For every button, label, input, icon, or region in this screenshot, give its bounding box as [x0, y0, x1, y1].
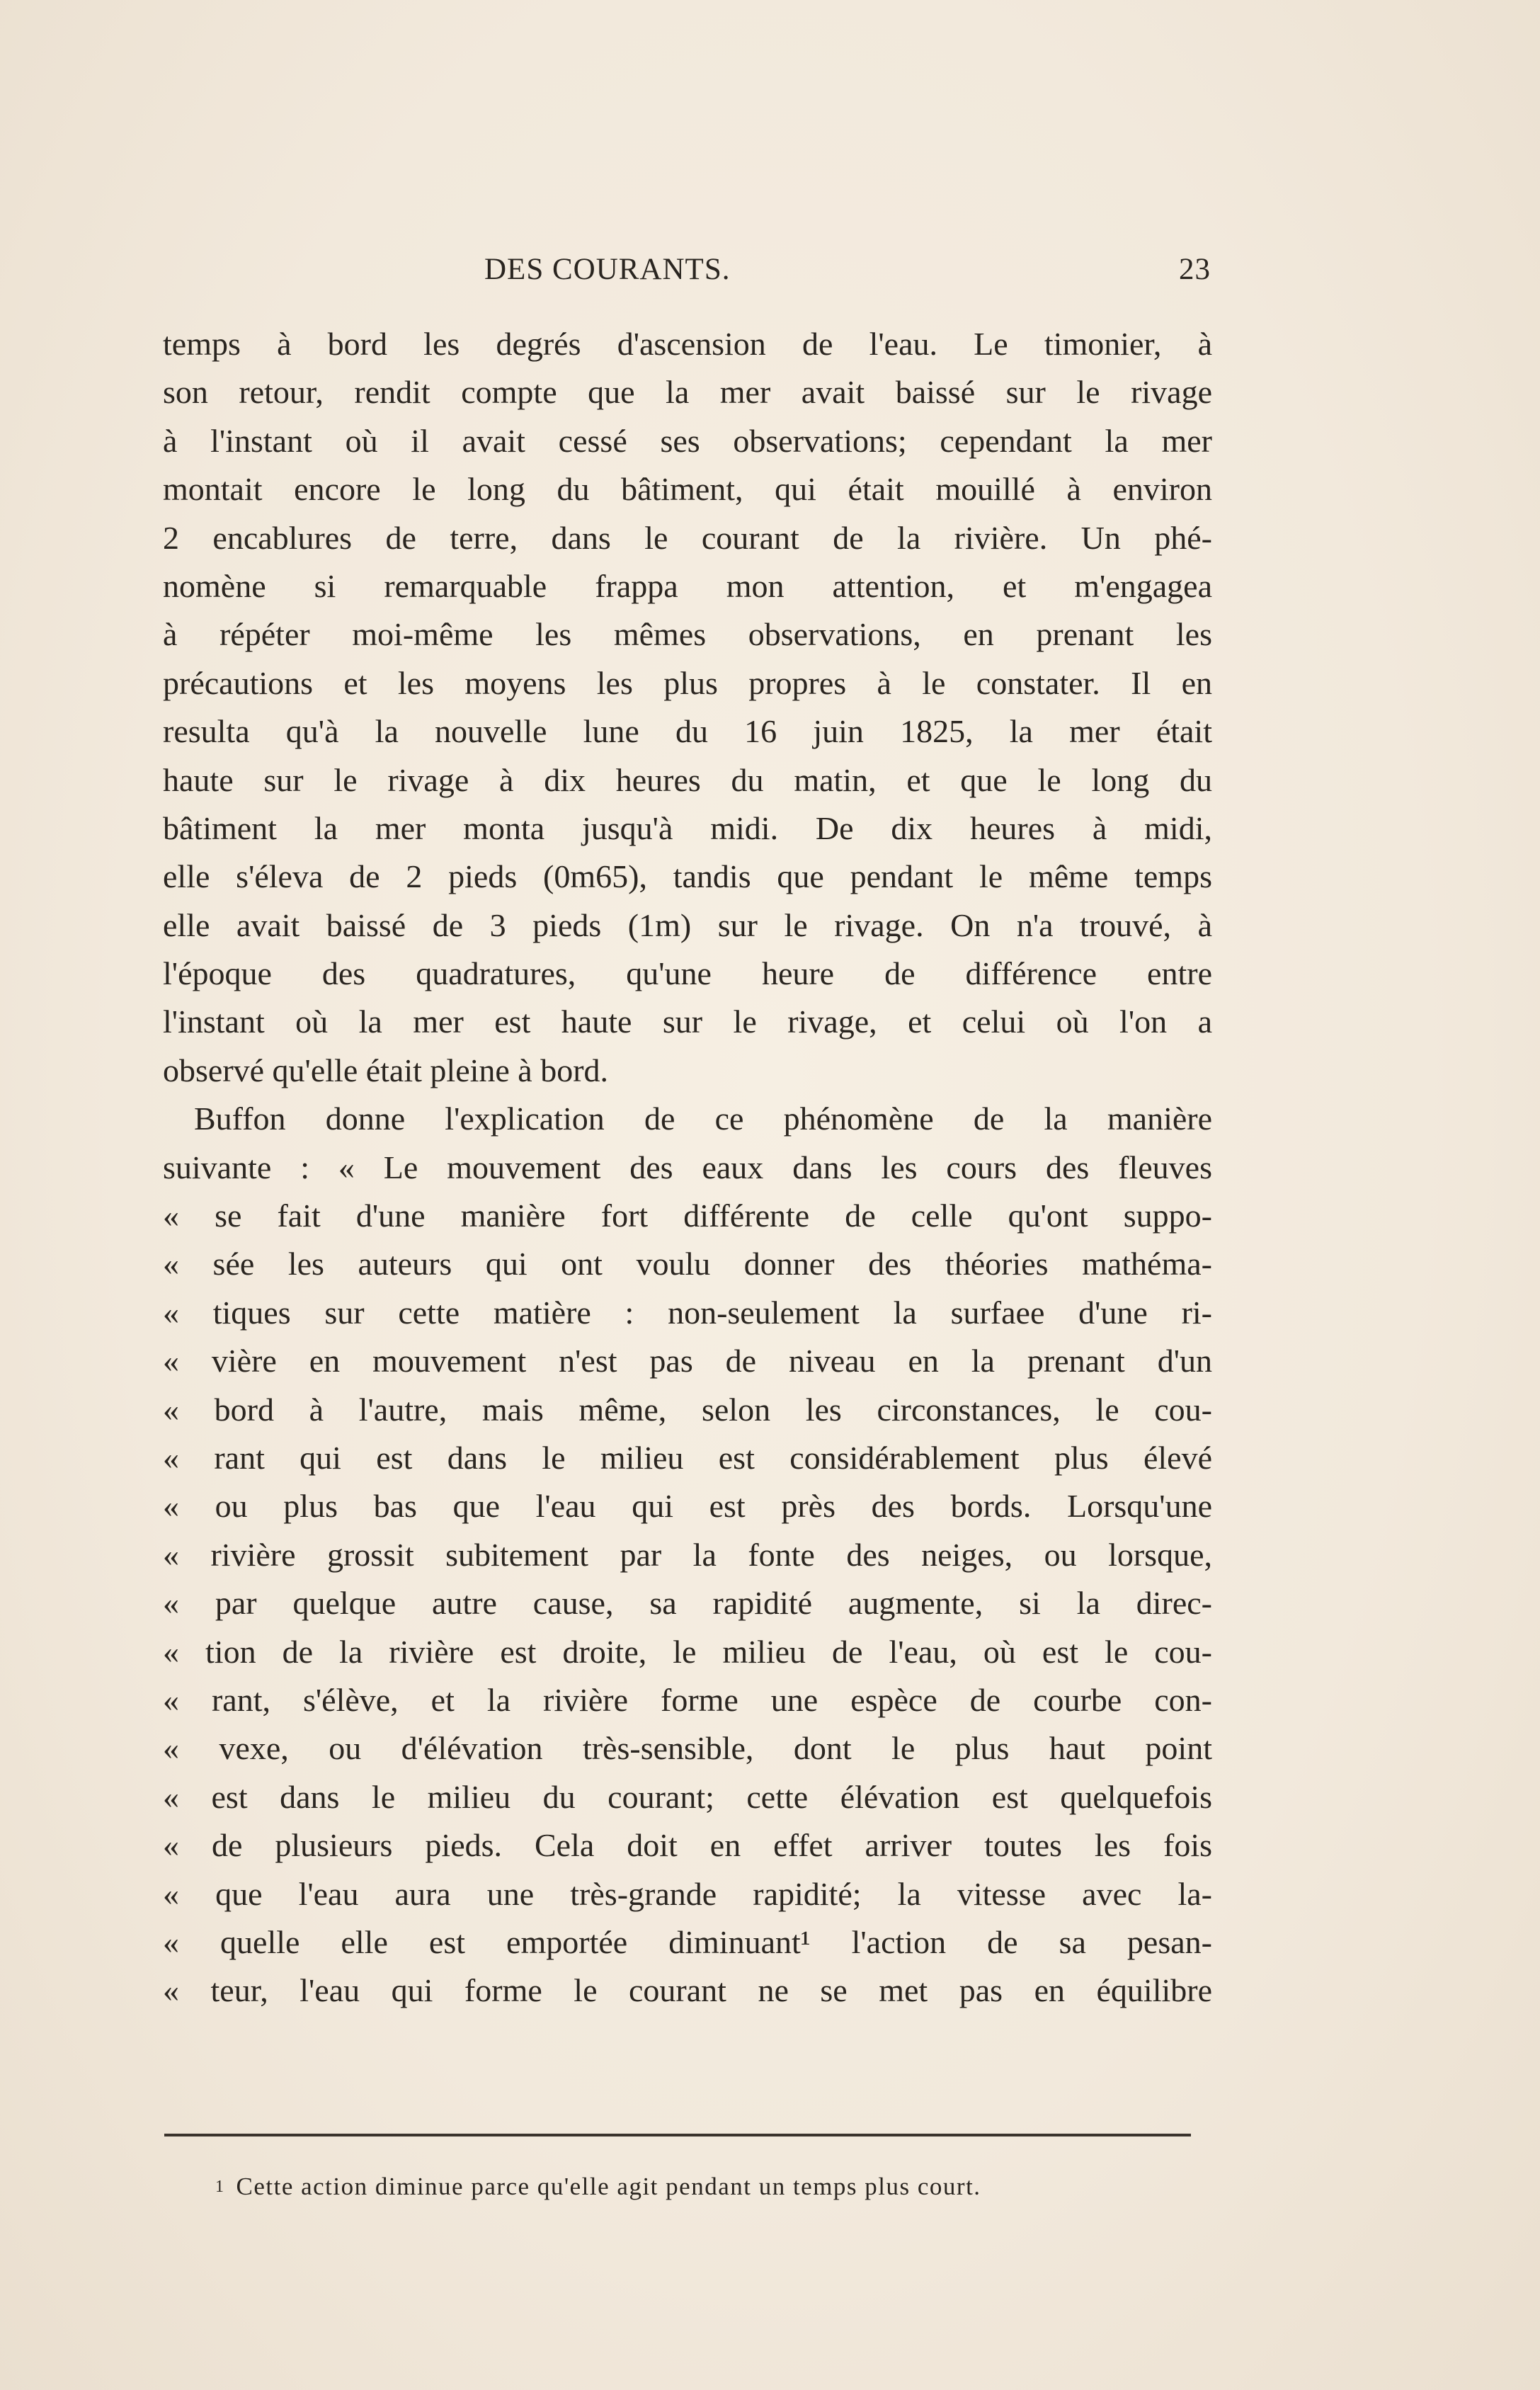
text-line: « de plusieurs pieds. Cela doit en effet arriver toutes les fois: [163, 1827, 1212, 1864]
text-line: « teur, l'eau qui forme le courant ne se met pas en équilibre: [163, 1972, 1212, 2009]
footnote-marker: 1: [215, 2178, 225, 2196]
running-title: DES COURANTS.: [484, 253, 731, 286]
text-line: Buffon donne l'explication de ce phénomène de la manière: [194, 1100, 1212, 1137]
text-line: « bord à l'autre, mais même, selon les circonstances, le cou-: [163, 1391, 1212, 1428]
text-line: resulta qu'à la nouvelle lune du 16 juin 1825, la mer était: [163, 713, 1212, 750]
text-line: « se fait d'une manière fort différente de celle qu'ont suppo-: [163, 1197, 1212, 1234]
text-line: haute sur le rivage à dix heures du matin, et que le long du: [163, 761, 1212, 798]
text-line: « rant qui est dans le milieu est considérablement plus élevé: [163, 1439, 1212, 1476]
text-line: « rant, s'élève, et la rivière forme une espèce de courbe con-: [163, 1681, 1212, 1718]
text-line: « quelle elle est emportée diminuant¹ l'action de sa pesan-: [163, 1923, 1212, 1960]
text-line: temps à bord les degrés d'ascension de l'eau. Le timonier, à: [163, 326, 1212, 362]
text-line: précautions et les moyens les plus propres à le constater. Il en: [163, 664, 1212, 701]
text-line: « par quelque autre cause, sa rapidité augmente, si la direc-: [163, 1585, 1212, 1622]
text-line: bâtiment la mer monta jusqu'à midi. De dix heures à midi,: [163, 809, 1212, 846]
text-line: elle s'éleva de 2 pieds (0m65), tandis que pendant le même temps: [163, 858, 1212, 895]
body-text: [163, 320, 1212, 2015]
text-line: montait encore le long du bâtiment, qui était mouillé à environ: [163, 471, 1212, 508]
text-line: l'époque des quadratures, qu'une heure de différence entre: [163, 955, 1212, 992]
text-line: 2 encablures de terre, dans le courant de la rivière. Un phé-: [163, 519, 1212, 556]
footnote: [215, 2173, 981, 2201]
text-line: à répéter moi-même les mêmes observations, en prenant les: [163, 616, 1212, 653]
text-line: « tion de la rivière est droite, le milieu de l'eau, où est le cou-: [163, 1633, 1212, 1670]
page-number: 23: [1179, 253, 1211, 286]
text-line: elle avait baissé de 3 pieds (1m) sur le rivage. On n'a trouvé, à: [163, 906, 1212, 943]
text-line: « est dans le milieu du courant; cette élévation est quelquefois: [163, 1778, 1212, 1815]
text-line: « rivière grossit subitement par la fonte des neiges, ou lorsque,: [163, 1536, 1212, 1573]
text-line: suivante : « Le mouvement des eaux dans les cours des fleuves: [163, 1149, 1212, 1185]
text-line: nomène si remarquable frappa mon attention, et m'engagea: [163, 567, 1212, 604]
text-line: « que l'eau aura une très-grande rapidité; la vitesse avec la-: [163, 1875, 1212, 1912]
text-line: « vière en mouvement n'est pas de niveau en la prenant d'un: [163, 1343, 1212, 1379]
running-head: [163, 252, 1211, 302]
text-line: l'instant où la mer est haute sur le rivage, et celui où l'on a: [163, 1003, 1212, 1040]
text-line: observé qu'elle était pleine à bord.: [163, 1052, 609, 1088]
text-line: « ou plus bas que l'eau qui est près des bords. Lorsqu'une: [163, 1488, 1212, 1525]
footnote-text: Cette action diminue parce qu'elle agit pendant un temps plus court.: [236, 2173, 981, 2200]
text-line: « sée les auteurs qui ont voulu donner des théories mathéma-: [163, 1246, 1212, 1282]
text-line: à l'instant où il avait cessé ses observations; cependant la mer: [163, 422, 1212, 459]
text-line: « tiques sur cette matière : non-seulement la surfaee d'une ri-: [163, 1294, 1212, 1331]
text-line: son retour, rendit compte que la mer avait baissé sur le rivage: [163, 374, 1212, 411]
footnote-rule: [164, 2134, 1191, 2136]
text-line: « vexe, ou d'élévation très-sensible, dont le plus haut point: [163, 1730, 1212, 1767]
